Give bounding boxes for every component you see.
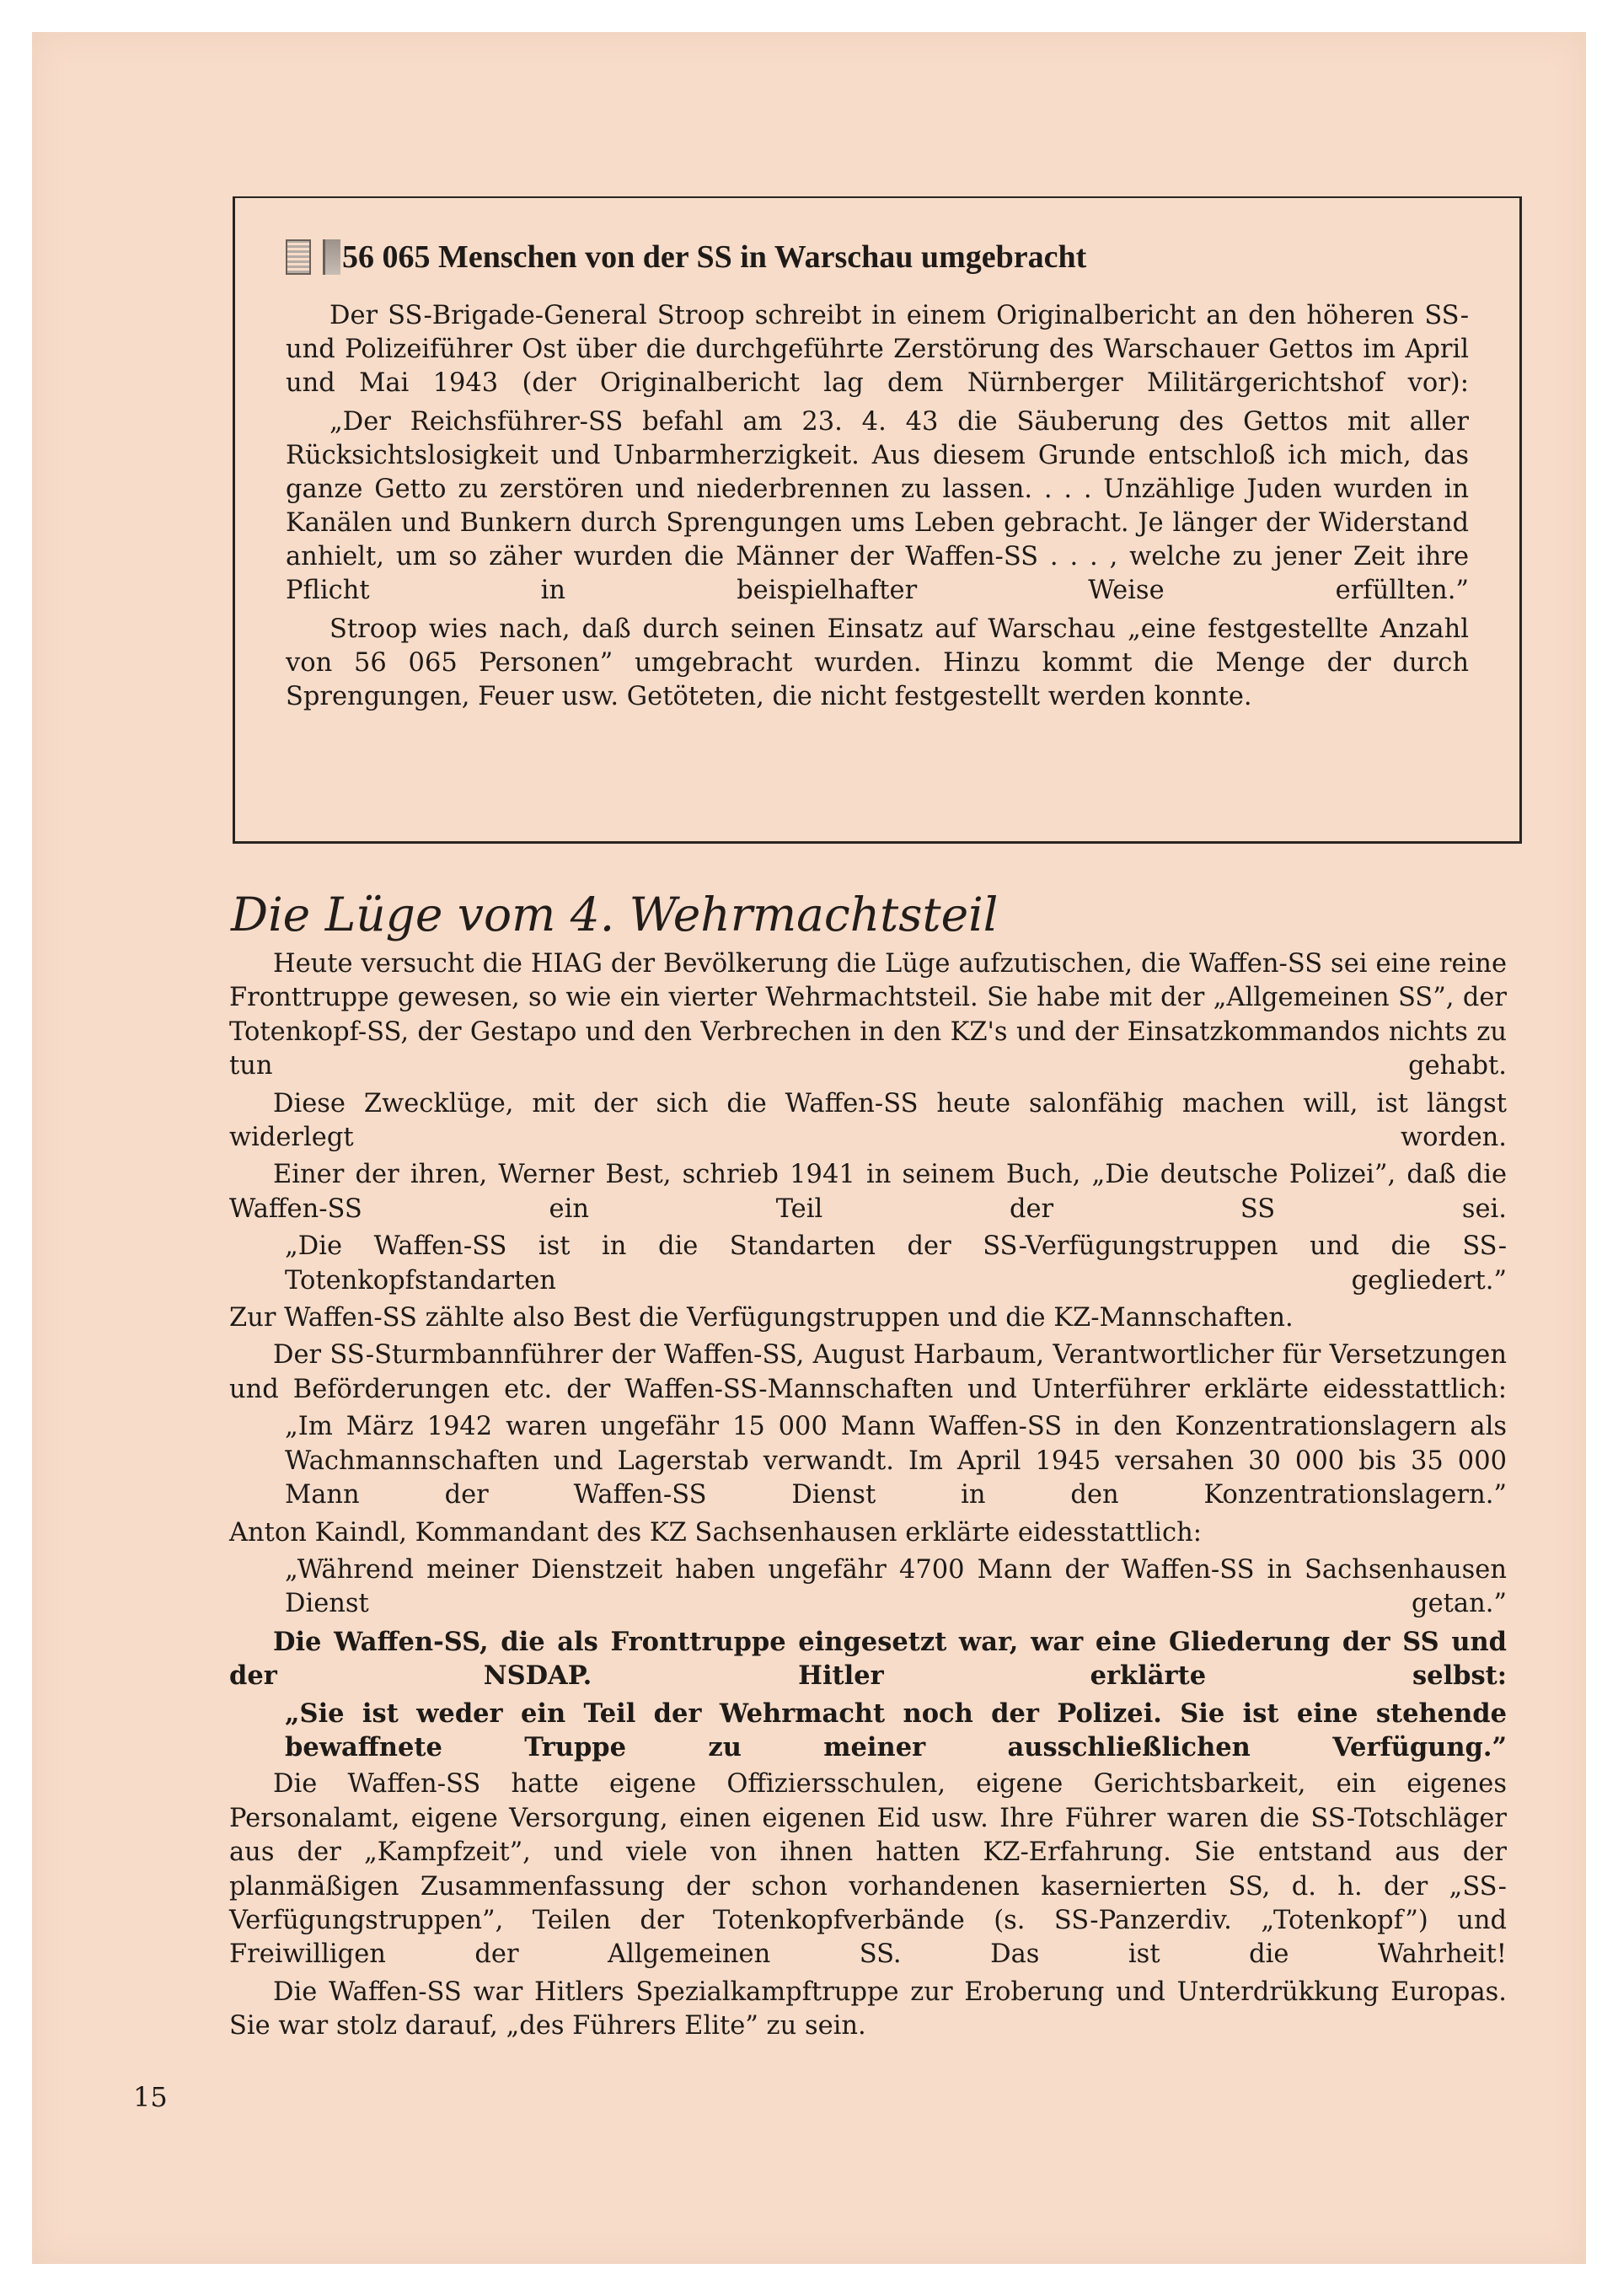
body-paragraph: Die Waffen-SS hatte eigene Offiziersschulen, eigene Gerichtsbarkeit, ein eigenes Personalamt, eigene Versorgung, einen eigenen Eid usw. Ihre Führer waren die SS-Totschläger aus der „Kampfzeit”, und viele von ihnen hatten KZ-Erfahrung. Sie entstand aus der planmäßigen Zusammenfassung der schon vorhandenen kasernierten SS, d. h. der „SS-Verfügungstruppen”, Teilen der Totenkopfverbände (s. SS-Panzerdiv. „Totenkopf”) und Freiwilligen der Allgemeinen SS. Das ist die Wahrheit! (229, 1769, 1507, 1970)
section-heading: Die Lüge vom 4. Wehrmachtsteil (231, 888, 999, 941)
body-bold-quote: „Sie ist weder ein Teil der Wehrmacht noch der Polizei. Sie ist eine stehende bewaffnete Truppe zu meiner ausschließlichen Verfügung.” (285, 1698, 1507, 1762)
boxed-article-title-row (286, 239, 1469, 276)
photo-icon (286, 239, 311, 275)
body-quote: „Während meiner Dienstzeit haben ungefähr 4700 Mann der Waffen-SS in Sachsenhausen Dienst getan.” (285, 1554, 1507, 1619)
section-body (229, 947, 1507, 2047)
boxed-article-text (286, 299, 1469, 714)
boxed-article-title: 56 065 Menschen von der SS in Warschau umgebracht (342, 239, 1087, 275)
boxed-article (233, 196, 1522, 844)
boxed-quote: „Der Reichsführer-SS befahl am 23. 4. 43 die Säuberung des Gettos mit aller Rücksichtslosigkeit und Unbarmherzigkeit. Aus diesem Grunde entschloß ich mich, das ganze Getto zu zerstören und niederbrennen zu lassen. . . . Unzählige Juden wurden in Kanälen und Bunkern durch Sprengungen ums Leben gebracht. Je länger der Widerstand anhielt, um so zäher wurden die Männer der Waffen-SS . . . , welche zu jener Zeit ihre Pflicht in beispielhafter Weise erfüllten.” (286, 407, 1469, 605)
bracket-icon (323, 239, 340, 275)
boxed-paragraph: Der SS-Brigade-General Stroop schreibt in einem Originalbericht an den höheren SS- und Polizeiführer Ost über die durchgeführte Zerstörung des Warschauer Gettos im April und Mai 1943 (der Originalbericht lag dem Nürnberger Militärgerichtshof vor): (286, 301, 1469, 398)
body-paragraph: Die Waffen-SS war Hitlers Spezialkampftruppe zur Eroberung und Unterdrükkung Europas. Sie war stolz darauf, „des Führers Elite” zu sein. (229, 1977, 1507, 2041)
body-paragraph: Diese Zwecklüge, mit der sich die Waffen-SS heute salonfähig machen will, ist längst widerlegt worden. (229, 1088, 1507, 1153)
boxed-paragraph: Stroop wies nach, daß durch seinen Einsatz auf Warschau „eine festgestellte Anzahl von 56 065 Personen” umgebracht wurden. Hinzu kommt die Menge der durch Sprengungen, Feuer usw. Getöteten, die nicht festgestellt werden konnte. (286, 614, 1469, 711)
body-quote: „Die Waffen-SS ist in die Standarten der SS-Verfügungstruppen und die SS-Totenkopfstandarten gegliedert.” (285, 1231, 1507, 1296)
body-quote: „Im März 1942 waren ungefähr 15 000 Mann Waffen-SS in den Konzentrationslagern als Wachmannschaften und Lagerstab verwandt. Im April 1945 versahen 30 000 bis 35 000 Mann der Waffen-SS Dienst in den Konzentrationslagern.” (285, 1412, 1507, 1510)
body-paragraph: Einer der ihren, Werner Best, schrieb 1941 in seinem Buch, „Die deutsche Polizei”, daß die Waffen-SS ein Teil der SS sei. (229, 1160, 1507, 1224)
page-number: 15 (133, 2081, 168, 2113)
body-paragraph: Heute versucht die HIAG der Bevölkerung die Lüge aufzutischen, die Waffen-SS sei eine reine Fronttruppe gewesen, so wie ein vierter Wehrmachtsteil. Sie habe mit der „Allgemeinen SS”, der Totenkopf-SS, der Gestapo und den Verbrechen in den KZ's und der Einsatzkommandos nichts zu tun gehabt. (229, 949, 1507, 1081)
body-paragraph: Anton Kaindl, Kommandant des KZ Sachsenhausen erklärte eidesstattlich: (229, 1517, 1202, 1548)
body-bold-paragraph: Die Waffen-SS, die als Fronttruppe eingesetzt war, war eine Gliederung der SS und der NSDAP. Hitler erklärte selbst: (229, 1626, 1507, 1692)
page-sheet (32, 32, 1586, 2264)
body-paragraph: Zur Waffen-SS zählte also Best die Verfügungstruppen und die KZ-Mannschaften. (229, 1303, 1294, 1333)
body-paragraph: Der SS-Sturmbannführer der Waffen-SS, August Harbaum, Verantwortlicher für Versetzungen und Beförderungen etc. der Waffen-SS-Mannschaften und Unterführer erklärte eidesstattlich: (229, 1340, 1507, 1404)
